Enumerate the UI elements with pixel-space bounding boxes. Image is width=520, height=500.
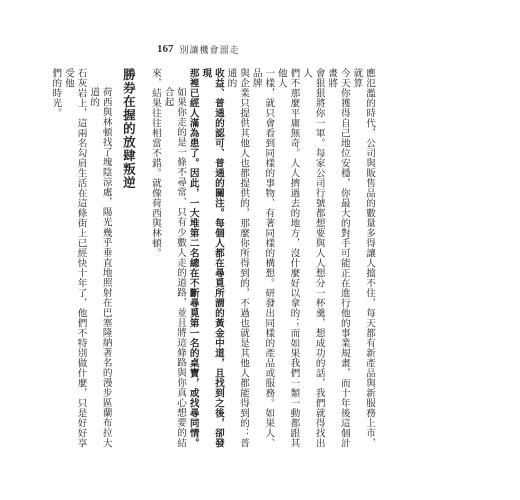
- text-column: 石灰岩上，這兩名勾肩生活在這條街上已經快十年了，他們不特別做什麼，只是好好享受他: [62, 68, 87, 448]
- text-column-emphasis: 收益、普通的認可、普通的關注。每個人都在尋覓所謂的黃金中道，且找到之後，卻發現: [200, 68, 224, 448]
- book-title: 別讓機會溜走: [179, 45, 240, 56]
- text-column: 們不那麼平庸無奇。人人擠過去的地方，沒什麼好以拿的；而如果我們一類一動都跟其他人: [275, 68, 300, 448]
- text-column: 應氾濫的時代，公司與販售品的數量多得讓人擋不住，每天都有新產品與新服務上市，就算: [351, 68, 375, 448]
- page-number: 167: [157, 43, 174, 55]
- text-column: 們的時光。: [50, 68, 62, 118]
- text-column: 來，結果往往相當不錯。就像荷西與林頓。: [149, 68, 161, 258]
- text-column-emphasis: 那裡已經人滿為患了。因此，一大堆第二名總在不斷尋覓第一名的桌寶，或找尋同情。: [187, 68, 199, 448]
- vertical-text-body: [50, 68, 375, 448]
- text-column: 今天你獲得自己地位安穩，你最大的對手可能正在進行他的事業規畫，而十年後這個計畫將: [326, 68, 350, 448]
- text-column: 如果你走的是一條不尋常、只有少數人走的道路，並且將這條路與你真心想要的結合起: [162, 87, 187, 448]
- section-heading: 勝券在握的放肆叛逆: [121, 68, 137, 190]
- text-column: 與企業只提供其他人也都提供的，那麼你所得到的，不過也就是其他人都能得到的：普通的: [225, 68, 250, 448]
- text-column: 荷西與林頓找了塊陰涼處，陽光幾乎垂直地照射在巴塞隆納著名的漫步區蘭布拉大道的: [88, 87, 112, 448]
- text-column: 會狠狠將你一軍。每家公司行號都想要與人人想分一杯羹，想成功的話，我們就得找出人: [301, 68, 325, 448]
- page-header: [157, 42, 240, 56]
- text-column: 一樣，就只會看到同樣的事物、有著同樣的構想。研發出同樣的產品或服務。如果人、品牌: [250, 68, 275, 448]
